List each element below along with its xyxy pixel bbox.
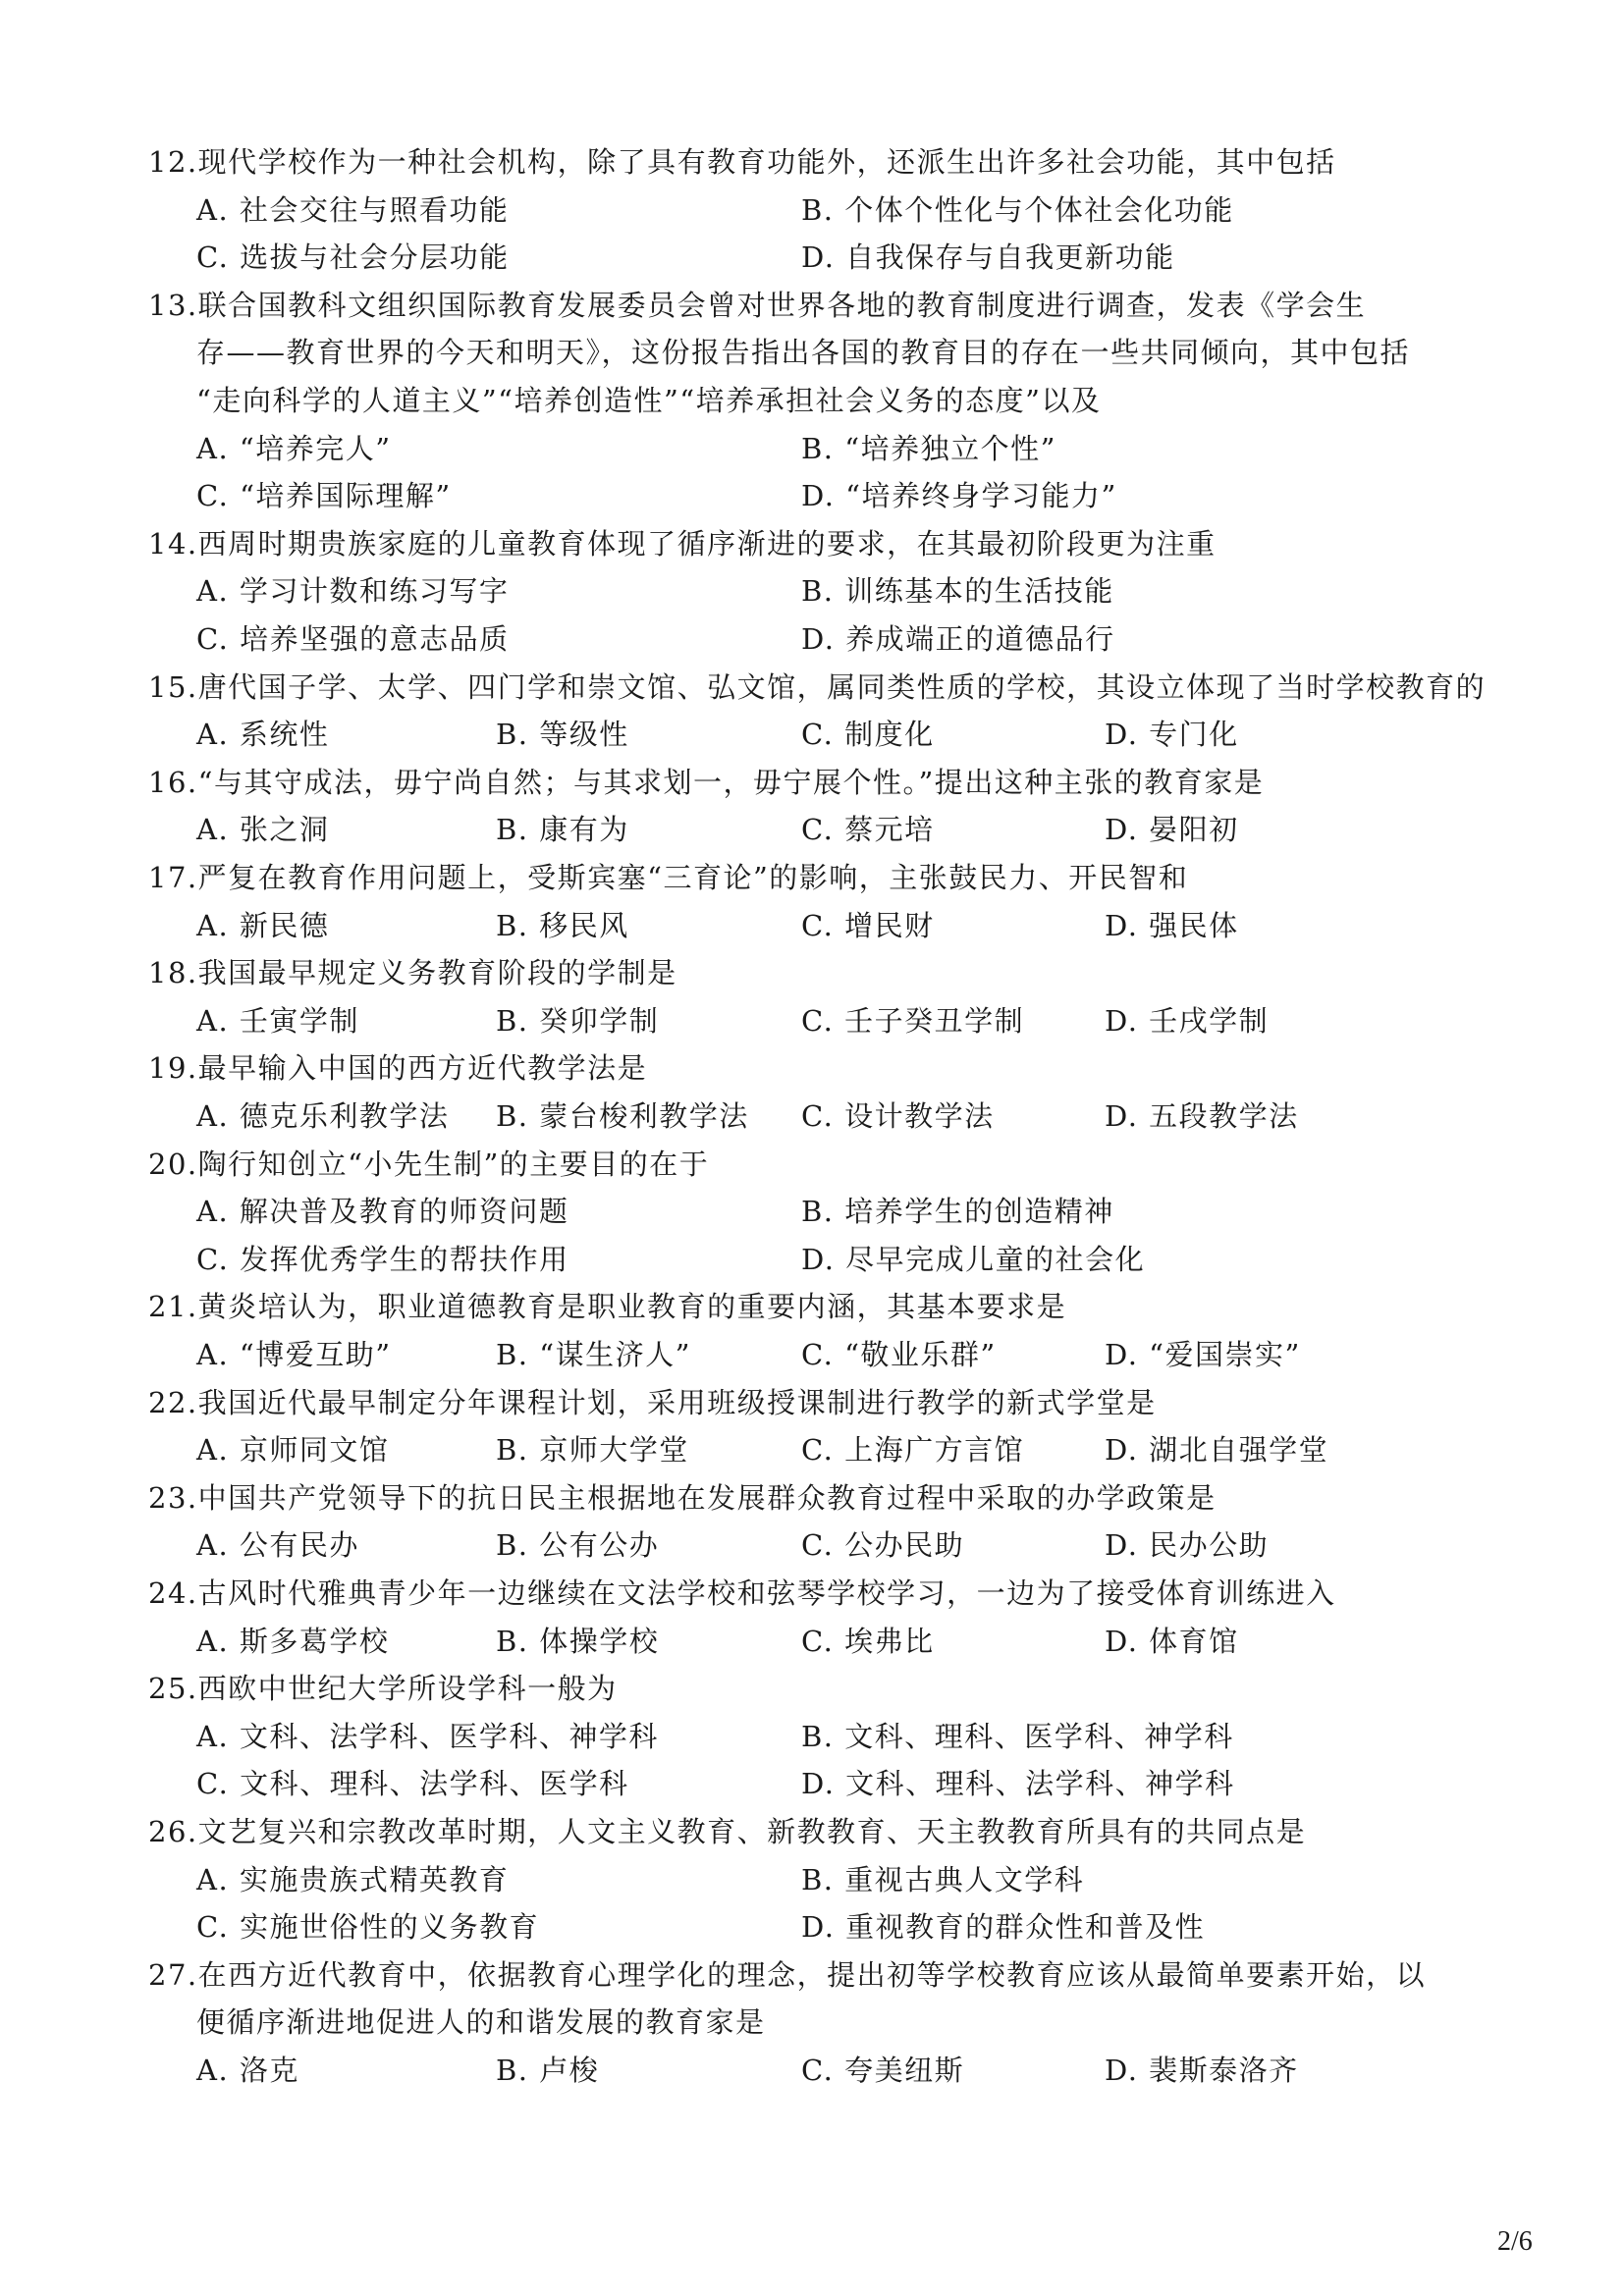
question-stem: 15.唐代国子学、太学、四门学和崇文馆、弘文馆，属同类性质的学校，其设立体现了当时学校教育的 <box>148 669 1487 704</box>
option-a: A. 学习计数和练习写字 <box>196 574 510 609</box>
question-stem: 22.我国近代最早制定分年课程计划，采用班级授课制进行教学的新式学堂是 <box>148 1385 1157 1419</box>
option-d: D. 文科、理科、法学科、神学科 <box>801 1767 1235 1801</box>
option-c: C. “培养国际理解” <box>196 479 452 513</box>
question-stem: 19.最早输入中国的西方近代教学法是 <box>148 1051 648 1086</box>
question-stem: 18.我国最早规定义务教育阶段的学制是 <box>148 956 677 990</box>
option-b: B. 卢梭 <box>496 2054 600 2087</box>
question-stem-continuation: 存——教育世界的今天和明天》，这份报告指出各国的教育目的存在一些共同倾向，其中包括 <box>196 336 1411 370</box>
option-c: C. 夸美纽斯 <box>801 2054 965 2087</box>
option-c: C. “敬业乐群” <box>801 1338 997 1371</box>
option-c: C. 蔡元培 <box>801 813 935 847</box>
question-stem: 24.古风时代雅典青少年一边继续在文法学校和弦琴学校学习，一边为了接受体育训练进入 <box>148 1576 1336 1610</box>
option-c: C. 增民财 <box>801 908 935 942</box>
option-c: C. 埃弗比 <box>801 1624 935 1658</box>
question-stem: 17.严复在教育作用问题上，受斯宾塞“三育论”的影响，主张鼓民力、开民智和 <box>148 861 1189 894</box>
option-a: A. 新民德 <box>196 908 330 942</box>
question-stem: 16.“与其守成法，毋宁尚自然；与其求划一，毋宁展个性。”提出这种主张的教育家是 <box>148 765 1265 799</box>
question-stem: 21.黄炎培认为，职业道德教育是职业教育的重要内涵，其基本要求是 <box>148 1290 1067 1324</box>
option-a: A. 德克乐利教学法 <box>196 1099 450 1133</box>
option-b: B. 重视古典人文学科 <box>801 1862 1085 1896</box>
option-d: D. 晏阳初 <box>1105 813 1239 847</box>
question-stem: 13.联合国教科文组织国际教育发展委员会曾对世界各地的教育制度进行调查，发表《学会生 <box>148 288 1367 322</box>
option-c: C. 壬子癸丑学制 <box>801 1003 1025 1038</box>
option-b: B. 癸卯学制 <box>496 1003 660 1038</box>
option-c: C. 公办民助 <box>801 1528 965 1563</box>
option-d: D. 壬戌学制 <box>1105 1003 1270 1038</box>
question-stem: 23.中国共产党领导下的抗日民主根据地在发展群众教育过程中采取的办学政策是 <box>148 1480 1217 1515</box>
option-d: D. “爱国崇实” <box>1105 1338 1301 1371</box>
option-b: B. “谋生济人” <box>496 1338 691 1371</box>
option-b: B. 训练基本的生活技能 <box>801 574 1114 609</box>
option-a: A. 京师同文馆 <box>196 1433 390 1468</box>
option-d: D. 尽早完成儿童的社会化 <box>801 1242 1146 1276</box>
option-b: B. 个体个性化与个体社会化功能 <box>801 192 1234 227</box>
option-a: A. 张之洞 <box>196 813 330 847</box>
option-b: B. 康有为 <box>496 813 629 847</box>
option-d: D. 体育馆 <box>1105 1624 1239 1658</box>
option-a: A. “博爱互助” <box>196 1338 392 1371</box>
question-stem-continuation: 便循序渐进地促进人的和谐发展的教育家是 <box>196 2005 766 2040</box>
option-c: C. 培养坚强的意志品质 <box>196 622 510 656</box>
option-a: A. 公有民办 <box>196 1528 359 1563</box>
option-d: D. 裴斯泰洛齐 <box>1105 2054 1299 2087</box>
page-number: 2/6 <box>1497 2226 1533 2257</box>
option-d: D. 重视教育的群众性和普及性 <box>801 1910 1206 1945</box>
option-a: A. 解决普及教育的师资问题 <box>196 1195 569 1229</box>
question-stem: 25.西欧中世纪大学所设学科一般为 <box>148 1672 618 1706</box>
option-b: B. “培养独立个性” <box>801 431 1056 465</box>
option-b: B. 公有公办 <box>496 1528 660 1563</box>
option-d: D. 湖北自强学堂 <box>1105 1433 1329 1468</box>
option-b: B. 等级性 <box>496 718 629 752</box>
option-d: D. 五段教学法 <box>1105 1099 1299 1133</box>
option-c: C. 设计教学法 <box>801 1099 995 1133</box>
option-c: C. 文科、理科、法学科、医学科 <box>196 1767 629 1801</box>
option-a: A. 系统性 <box>196 718 330 752</box>
option-b: B. 体操学校 <box>496 1624 660 1658</box>
option-b: B. 培养学生的创造精神 <box>801 1195 1114 1229</box>
option-d: D. 养成端正的道德品行 <box>801 622 1115 656</box>
option-d: D. 专门化 <box>1105 718 1239 752</box>
question-stem: 27.在西方近代教育中，依据教育心理学化的理念，提出初等学校教育应该从最简单要素开始，以 <box>148 1957 1427 1992</box>
option-d: D. “培养终身学习能力” <box>801 479 1117 513</box>
option-c: C. 选拔与社会分层功能 <box>196 240 510 275</box>
option-c: C. 实施世俗性的义务教育 <box>196 1910 540 1945</box>
option-c: C. 发挥优秀学生的帮扶作用 <box>196 1242 569 1276</box>
option-a: A. “培养完人” <box>196 431 392 465</box>
option-c: C. 制度化 <box>801 718 935 752</box>
question-stem: 14.西周时期贵族家庭的儿童教育体现了循序渐进的要求，在其最初阶段更为注重 <box>148 526 1217 561</box>
option-b: B. 蒙台梭利教学法 <box>496 1099 749 1133</box>
question-stem-continuation: “走向科学的人道主义”“培养创造性”“培养承担社会义务的态度”以及 <box>196 384 1102 417</box>
option-c: C. 上海广方言馆 <box>801 1433 1025 1468</box>
option-a: A. 壬寅学制 <box>196 1003 359 1038</box>
question-stem: 26.文艺复兴和宗教改革时期，人文主义教育、新教教育、天主教教育所具有的共同点是 <box>148 1815 1307 1848</box>
option-d: D. 自我保存与自我更新功能 <box>801 240 1175 275</box>
question-stem: 20.陶行知创立“小先生制”的主要目的在于 <box>148 1147 710 1181</box>
question-stem: 12.现代学校作为一种社会机构，除了具有教育功能外，还派生出许多社会功能，其中包括 <box>148 145 1336 179</box>
option-b: B. 京师大学堂 <box>496 1433 689 1468</box>
option-a: A. 斯多葛学校 <box>196 1624 390 1658</box>
option-b: B. 文科、理科、医学科、神学科 <box>801 1719 1234 1753</box>
option-a: A. 社会交往与照看功能 <box>196 192 510 227</box>
option-a: A. 实施贵族式精英教育 <box>196 1862 510 1896</box>
option-a: A. 文科、法学科、医学科、神学科 <box>196 1719 659 1753</box>
option-b: B. 移民风 <box>496 908 629 942</box>
option-d: D. 民办公助 <box>1105 1528 1270 1563</box>
option-a: A. 洛克 <box>196 2054 299 2087</box>
option-d: D. 强民体 <box>1105 908 1239 942</box>
